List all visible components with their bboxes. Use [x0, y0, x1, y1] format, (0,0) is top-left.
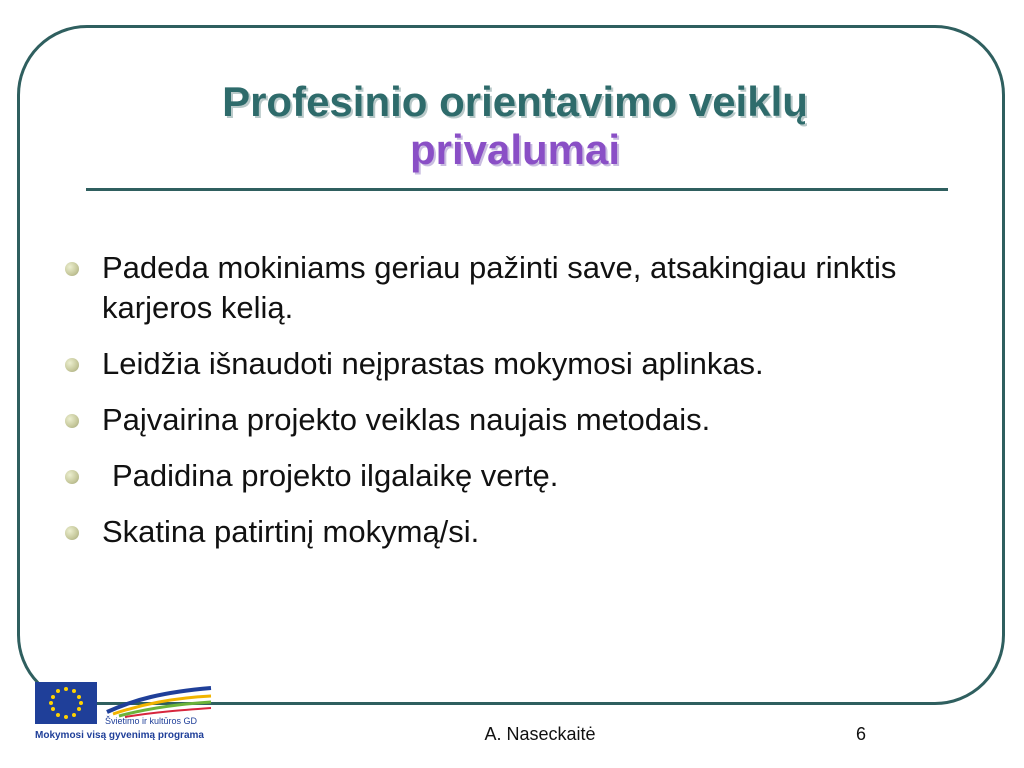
title-underline — [86, 188, 948, 191]
bullet-item — [62, 456, 962, 496]
title-line-1: Profesinio orientavimo veiklų — [222, 78, 808, 125]
lifelong-learning-swoosh-icon — [103, 682, 215, 718]
logo-org-name: Švietimo ir kultūros GD — [105, 716, 198, 726]
slide-number: 6 — [855, 724, 866, 744]
slide-title — [90, 78, 940, 174]
bullet-dot-icon — [65, 526, 79, 540]
bullet-list — [62, 248, 962, 568]
footer-author: A. Naseckaitė — [484, 724, 596, 744]
bullet-text: Skatina patirtinį mokymą/si. — [102, 514, 480, 549]
bullet-text: Padeda mokiniams geriau pažinti save, atsakingiau rinktis karjeros kelią. — [102, 250, 897, 325]
bullet-dot-icon — [65, 262, 79, 276]
bullet-item — [62, 512, 962, 552]
bullet-text: Paįvairina projekto veiklas naujais metodais. — [102, 402, 711, 437]
bullet-item — [62, 400, 962, 440]
title-line-2: privalumai — [409, 126, 621, 173]
logo-program-name: Mokymosi visą gyvenimą programa — [35, 730, 204, 741]
bullet-dot-icon — [65, 470, 79, 484]
bullet-item — [62, 344, 962, 384]
bullet-text: Leidžia išnaudoti neįprastas mokymosi aplinkas. — [102, 346, 764, 381]
eu-flag-icon — [35, 682, 97, 724]
eu-program-logo — [35, 682, 215, 744]
bullet-text: Padidina projekto ilgalaikę vertę. — [112, 458, 559, 493]
bullet-dot-icon — [65, 414, 79, 428]
bullet-item — [62, 248, 962, 328]
bullet-dot-icon — [65, 358, 79, 372]
